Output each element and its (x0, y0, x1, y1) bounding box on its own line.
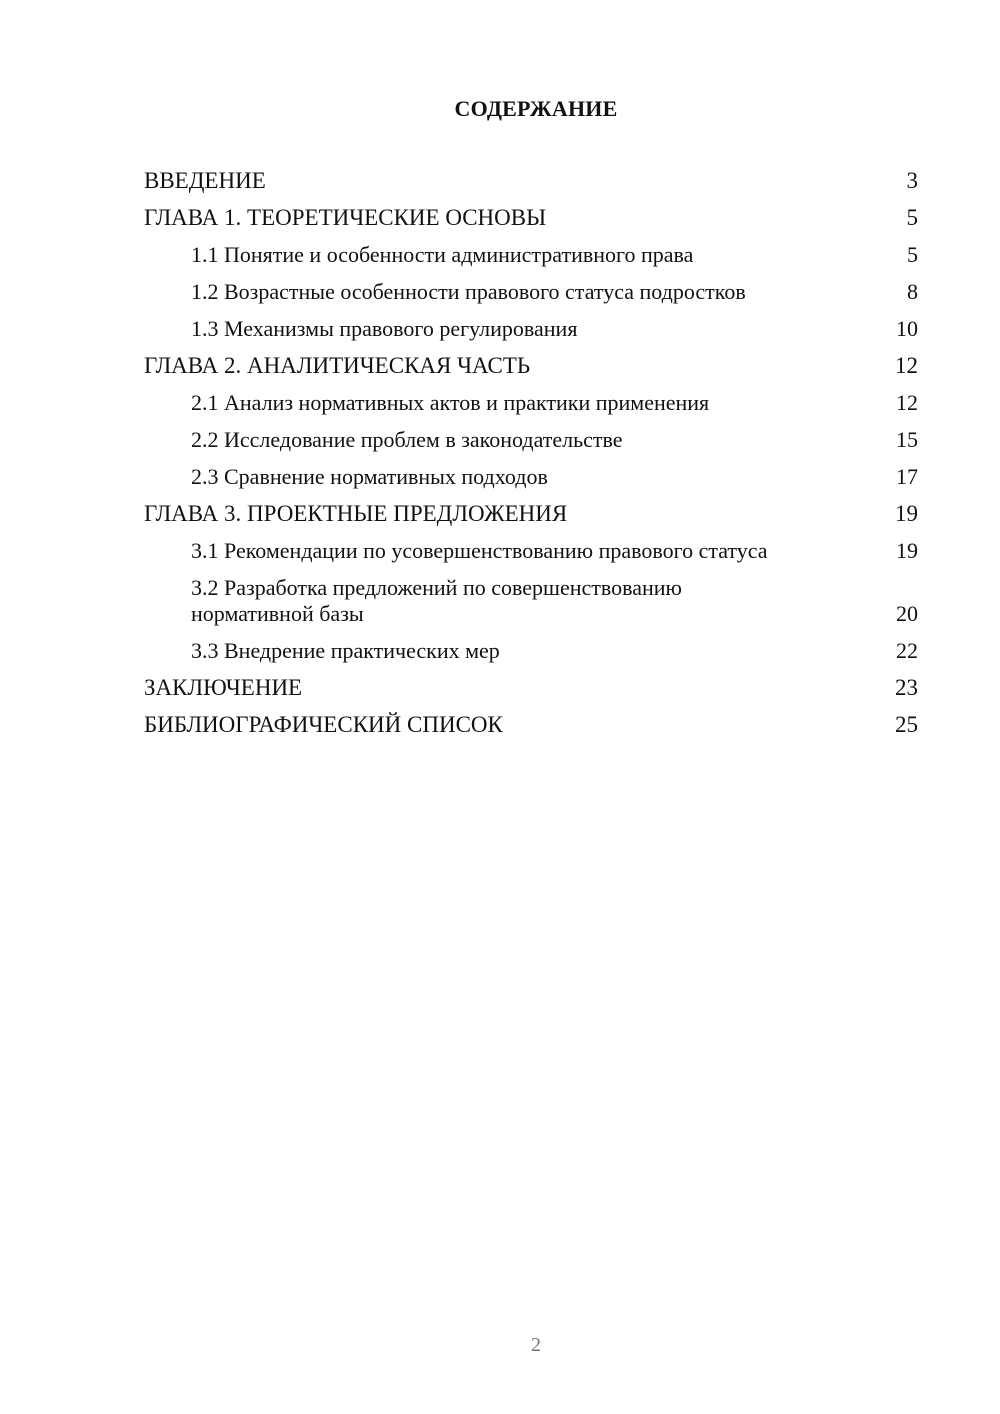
toc-entry-text: ГЛАВА 1. ТЕОРЕТИЧЕСКИЕ ОСНОВЫ (144, 205, 547, 230)
toc-entry-page: 19 (896, 538, 918, 563)
toc-entry-text: 3.3 Внедрение практических мер (191, 638, 500, 663)
toc-entry[interactable] (144, 353, 918, 379)
toc-entry[interactable] (144, 501, 918, 527)
toc-entry[interactable] (144, 575, 918, 627)
toc-entry-text: ВВЕДЕНИЕ (144, 168, 266, 193)
toc-entry[interactable] (144, 712, 918, 738)
toc-entry-text: 1.3 Механизмы правового регулирования (191, 316, 578, 341)
toc-entry[interactable] (144, 242, 918, 268)
toc-entry-page: 17 (896, 464, 918, 489)
toc-entry-text: ГЛАВА 3. ПРОЕКТНЫЕ ПРЕДЛОЖЕНИЯ (144, 501, 568, 526)
toc-entry-page: 25 (895, 712, 918, 737)
toc-entry-text: 3.2 Разработка предложений по совершенствованию нормативной базы (191, 575, 682, 626)
toc-entry[interactable] (144, 168, 918, 194)
toc-entry[interactable] (144, 675, 918, 701)
toc-entry-text: 3.1 Рекомендации по усовершенствованию правового статуса (191, 538, 768, 563)
toc-entry-text: 2.1 Анализ нормативных актов и практики применения (191, 390, 710, 415)
toc-entry-page: 10 (896, 316, 918, 341)
table-of-contents (144, 168, 918, 749)
toc-entry-text: БИБЛИОГРАФИЧЕСКИЙ СПИСОК (144, 712, 503, 737)
toc-entry-text: 2.3 Сравнение нормативных подходов (191, 464, 548, 489)
toc-entry[interactable] (144, 316, 918, 342)
toc-entry[interactable] (144, 279, 918, 305)
toc-entry[interactable] (144, 205, 918, 231)
toc-entry[interactable] (144, 538, 918, 564)
page-number: 2 (531, 1334, 541, 1356)
toc-entry-page: 23 (895, 675, 918, 700)
toc-entry-text: ЗАКЛЮЧЕНИЕ (144, 675, 303, 700)
toc-entry-page: 5 (907, 242, 918, 267)
toc-entry-page: 12 (896, 390, 918, 415)
toc-entry-page: 19 (895, 501, 918, 526)
toc-entry-page: 20 (896, 601, 918, 626)
toc-entry-text: 2.2 Исследование проблем в законодательстве (191, 427, 623, 452)
toc-entry-page: 3 (906, 168, 918, 193)
toc-entry[interactable] (144, 464, 918, 490)
toc-entry[interactable] (144, 390, 918, 416)
toc-entry-page: 5 (906, 205, 918, 230)
toc-entry-text: 1.1 Понятие и особенности административного права (191, 242, 694, 267)
page-title: СОДЕРЖАНИЕ (454, 96, 618, 121)
toc-entry-page: 15 (896, 427, 918, 452)
toc-entry-text: ГЛАВА 2. АНАЛИТИЧЕСКАЯ ЧАСТЬ (144, 353, 531, 378)
toc-entry[interactable] (144, 638, 918, 664)
toc-entry-text: 1.2 Возрастные особенности правового статуса подростков (191, 279, 746, 304)
toc-entry[interactable] (144, 427, 918, 453)
toc-entry-page: 12 (895, 353, 918, 378)
toc-entry-page: 8 (907, 279, 918, 304)
toc-entry-page: 22 (896, 638, 918, 663)
